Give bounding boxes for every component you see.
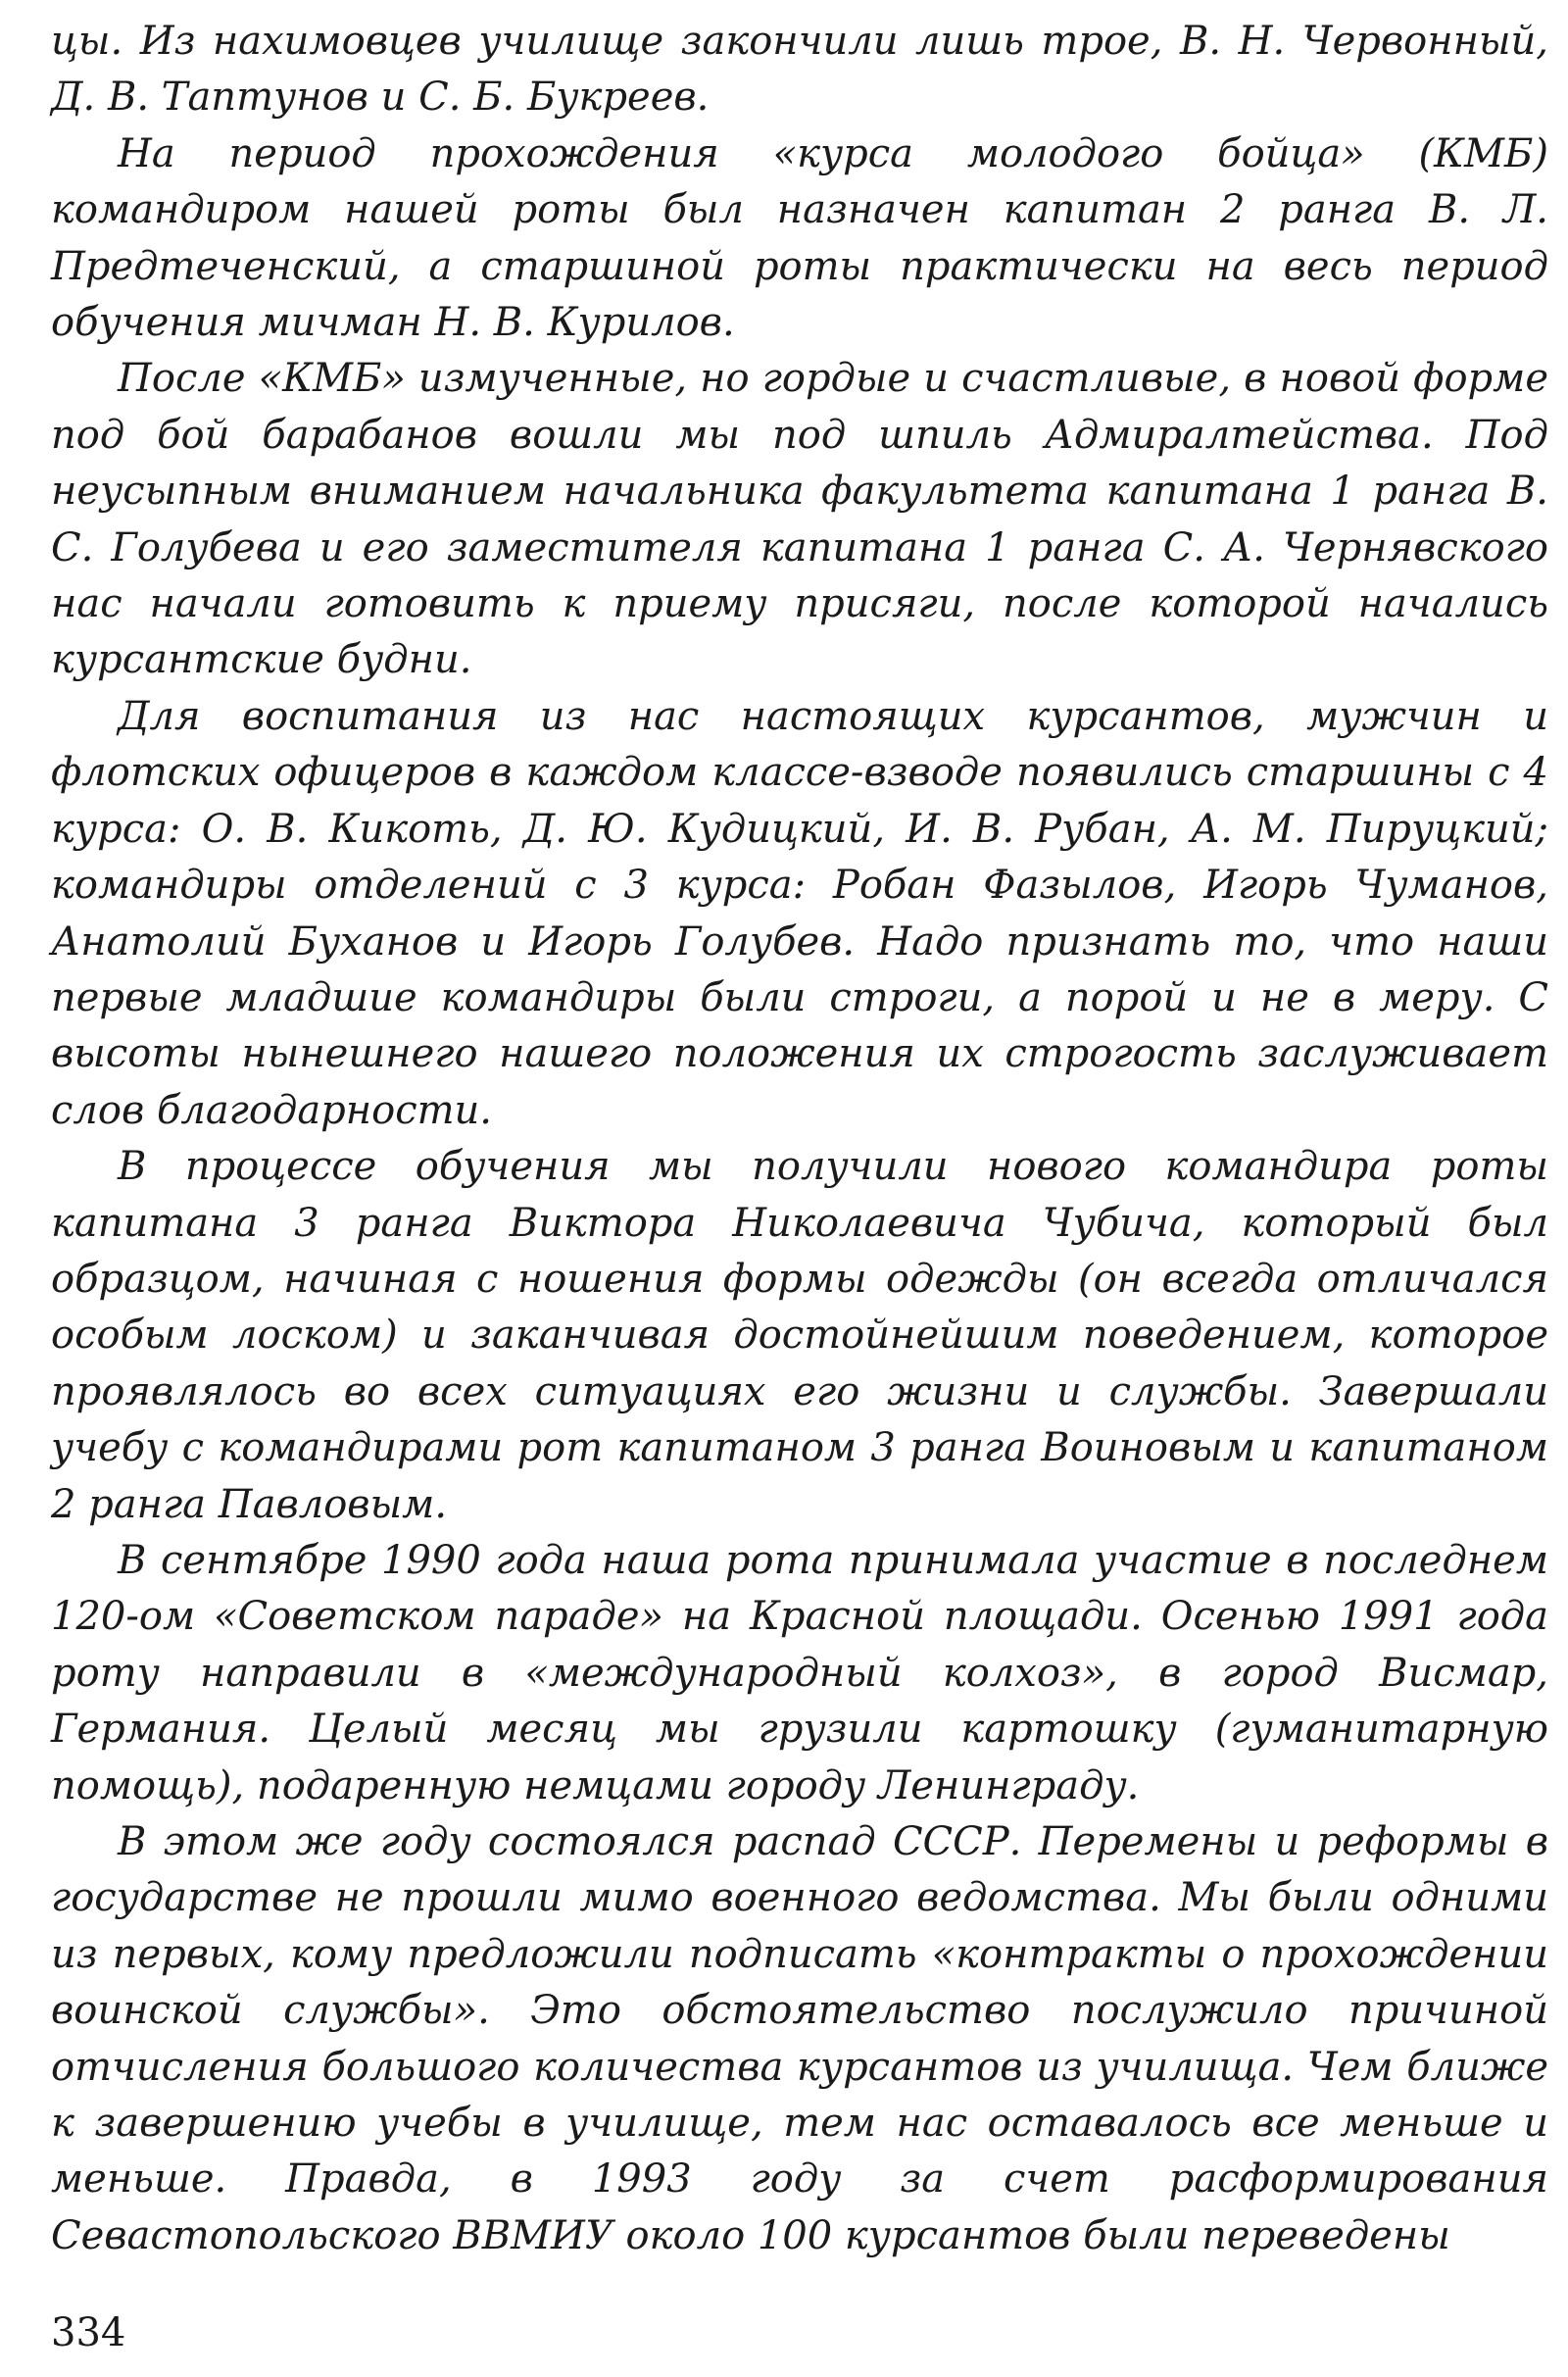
paragraph-continued: цы. Из нахимовцев училище закончили лишь трое, В. Н. Червонный, Д. В. Таптунов и С. Б. Букреев.: [51, 19, 1548, 121]
paragraph: В сентябре 1990 года наша рота принимала участие в последнем 120-ом «Советском параде» на Красной площади. Осенью 1991 года роту направили в «международный колхоз», в город Висмар, Германия. Целый месяц мы грузили картошку (гуманитарную помощь), подаренную немцами городу Ленинграду.: [51, 1537, 1548, 1808]
paragraph: На период прохождения «курса молодого бойца» (КМБ) командиром нашей роты был назначен капитан 2 ранга В. Л. Предтеченский, а старшиной роты практически на весь период обучения мичман Н. В. Курилов.: [51, 130, 1548, 346]
body-text: [51, 14, 1548, 2264]
paragraph: Для воспитания из нас настоящих курсантов, мужчин и флотских офицеров в каждом классе-взводе появились старшины с 4 курса: О. В. Кикоть, Д. Ю. Кудицкий, И. В. Рубан, А. М. Пируцкий; командиры отделений с 3 курса: Робан Фазылов, Игорь Чуманов, Анатолий Буханов и Игорь Голубев. Надо признать то, что наши первые младшие командиры были строги, а порой и не в меру. С высоты нынешнего нашего положения их строгость заслуживает слов благодарности.: [51, 693, 1548, 1133]
page-number: 334: [51, 2310, 126, 2355]
paragraph: В этом же году состоялся распад СССР. Перемены и реформы в государстве не прошли мимо военного ведомства. Мы были одними из первых, кому предложили подписать «контракты о прохождении воинской службы». Это обстоятельство послужило причиной отчисления большого количества курсантов из училища. Чем ближе к завершению учебы в училище, тем нас оставалось все меньше и меньше. Правда, в 1993 году за счет расформирования Севастопольского ВВМИУ около 100 курсантов были переведены: [51, 1819, 1548, 2258]
paragraph: После «КМБ» измученные, но гордые и счастливые, в новой форме под бой барабанов вошли мы под шпиль Адмиралтейства. Под неусыпным вниманием начальника факультета капитана 1 ранга В. С. Голубева и его заместителя капитана 1 ранга С. А. Чернявского нас начали готовить к приему присяги, после которой начались курсантские будни.: [51, 356, 1548, 683]
paragraph: В процессе обучения мы получили нового командира роты капитана 3 ранга Виктора Николаевича Чубича, который был образцом, начиная с ношения формы одежды (он всегда отличался особым лоском) и заканчивая достойнейшим поведением, которое проявлялось во всех ситуациях его жизни и службы. Завершали учебу с командирами рот капитаном 3 ранга Воиновым и капитаном 2 ранга Павловым.: [51, 1144, 1548, 1527]
